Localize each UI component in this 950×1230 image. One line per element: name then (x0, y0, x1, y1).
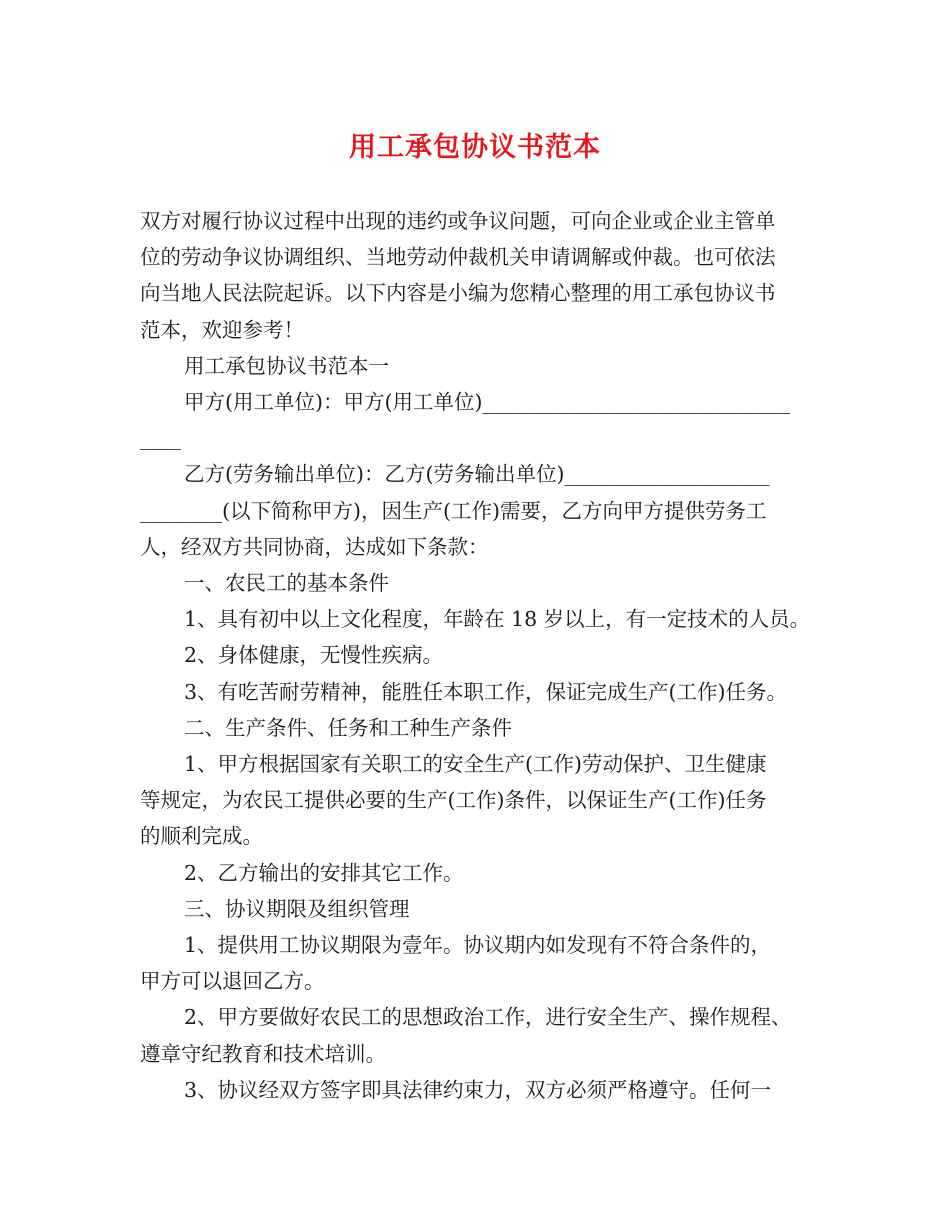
text-line: 2、甲方要做好农民工的思想政治工作，进行安全生产、操作规程、 (184, 1005, 792, 1030)
text-line: 一、农民工的基本条件 (184, 571, 389, 596)
text-line: 遵章守纪教育和技术培训。 (140, 1041, 386, 1066)
text-line: 向当地人民法院起诉。以下内容是小编为您精心整理的用工承包协议书 (140, 281, 776, 306)
text-line: 2、乙方输出的安排其它工作。 (184, 860, 464, 885)
text-line: 范本，欢迎参考！ (140, 317, 304, 342)
text-line: 三、协议期限及组织管理 (184, 896, 410, 921)
text-line: 乙方(劳务输出单位)：乙方(劳务输出单位)____________________ (184, 462, 770, 487)
text-line: 1、提供用工协议期限为壹年。协议期内如发现有不符合条件的， (184, 933, 772, 958)
text-line: 的顺利完成。 (140, 824, 263, 849)
text-line: 双方对履行协议过程中出现的违约或争议问题，可向企业或企业主管单 (140, 209, 776, 233)
text-line: 甲方(用工单位)：甲方(用工单位)______________________________ (184, 390, 790, 415)
document-body (140, 203, 830, 1108)
text-line: 等规定，为农民工提供必要的生产(工作)条件，以保证生产(工作)任务 (140, 788, 767, 813)
document-title: 用工承包协议书范本 (349, 132, 601, 163)
text-line: 1、甲方根据国家有关职工的安全生产(工作)劳动保护、卫生健康 (184, 752, 767, 777)
text-line: 2、身体健康，无慢性疾病。 (184, 643, 444, 668)
text-line: ____ (140, 426, 181, 451)
text-line: 3、协议经双方签字即具法律约束力，双方必须严格遵守。任何一 (184, 1077, 772, 1102)
text-line: 1、具有初中以上文化程度，年龄在 18 岁以上，有一定技术的人员。 (184, 607, 811, 632)
text-line: ________(以下简称甲方)，因生产(工作)需要，乙方向甲方提供劳务工 (140, 498, 767, 523)
text-line: 甲方可以退回乙方。 (140, 969, 325, 994)
text-line: 人，经双方共同协商，达成如下条款： (140, 534, 489, 559)
text-line: 用工承包协议书范本一 (184, 353, 389, 378)
text-line: 位的劳动争议协调组织、当地劳动仲裁机关申请调解或仲裁。也可依法 (140, 245, 776, 270)
text-line: 3、有吃苦耐劳精神，能胜任本职工作，保证完成生产(工作)任务。 (184, 679, 788, 704)
text-line: 二、生产条件、任务和工种生产条件 (184, 715, 512, 740)
